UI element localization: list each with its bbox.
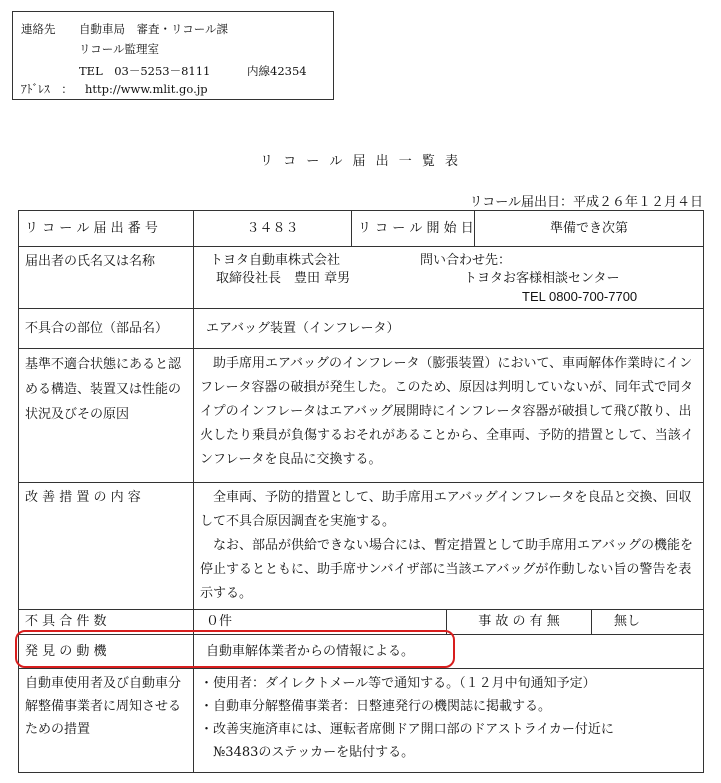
part-label: 不具合の部位（部品名） <box>19 309 194 349</box>
notice-item-3: ・改善実施済車には、運転者席側ドア開口部のドアストライカー付近に <box>200 722 614 737</box>
notice-item-1: ・使用者：ダイレクトメール等で通知する。（１２月中旬通知予定） <box>200 676 596 691</box>
filer-cell <box>194 247 704 309</box>
part-value: エアバッグ装置（インフレータ） <box>194 309 704 349</box>
notice-label: 自動車使用者及び自動車分解整備事業者に周知させるための措置 <box>19 669 194 773</box>
remedy-cell <box>194 483 704 610</box>
filer-rep: 取締役社長 豊田 章男 <box>216 271 351 286</box>
cause-value: 助手席用エアバッグのインフレータ（膨張装置）において、車両解体作業時にインフレータ容器の破損が発生した。このため、原因は判明していないが、同年式で同タイプのインフレータはエアバッグ展開時にインフレータ容器が破損して飛び散り、出火したり乗員が負傷するおそれがあることから、全車両、予防的措置として、当該インフレータを良品に交換する。 <box>194 349 704 483</box>
filing-date: リコール届出日：平成２６年１２月４日 <box>469 195 703 210</box>
row-part <box>19 309 704 349</box>
number-label: リ コ ー ル 届 出 番 号 <box>19 211 194 247</box>
row-number <box>19 211 704 247</box>
inquiry-tel: TEL 0800-700-7700 <box>522 289 638 304</box>
row-remedy <box>19 483 704 610</box>
contact-dept: 自動車局 審査・リコール課 <box>79 22 229 36</box>
start-label: リ コ ー ル 開 始 日 <box>352 211 475 247</box>
inquiry-center: トヨタお客様相談センター <box>464 271 620 286</box>
defect-count-label: 不 具 合 件 数 <box>19 610 194 635</box>
filer-company: トヨタ自動車株式会社 <box>210 253 341 268</box>
start-value: 準備でき次第 <box>475 211 704 247</box>
row-notice <box>19 669 704 773</box>
filer-label: 届出者の氏名又は名称 <box>19 247 194 309</box>
inquiry-label: 問い合わせ先： <box>420 253 512 268</box>
contact-address-label: ｱﾄﾞﾚｽ ： <box>21 82 73 96</box>
row-filer <box>19 247 704 309</box>
contact-ext: 内線42354 <box>247 64 307 78</box>
remedy-paragraph-2: なお、部品が供給できない場合には、暫定措置として助手席用エアバッグの機能を停止するとともに、助手席サンバイザ部に当該エアバッグが作動しない旨の警告を表示する。 <box>200 538 693 601</box>
notice-item-3-cont: №3483のステッカーを貼付する。 <box>200 745 415 760</box>
cause-label: 基準不適合状態にあると認める構造、装置又は性能の状況及びその原因 <box>19 349 194 483</box>
remedy-paragraph-1: 全車両、予防的措置として、助手席用エアバッグインフレータを良品と交換、回収して不具合原因調査を実施する。 <box>200 490 692 529</box>
discovery-value: 自動車解体業者からの情報による。 <box>194 635 704 669</box>
contact-label: 連絡先 <box>21 22 56 36</box>
defect-count-value: ０件 <box>194 610 447 635</box>
discovery-label: 発 見 の 動 機 <box>19 635 194 669</box>
notice-cell <box>194 669 704 773</box>
discovery-highlight-circle <box>15 630 455 668</box>
accident-label: 事 故 の 有 無 <box>447 610 592 635</box>
contact-url[interactable]: http://www.mlit.go.jp <box>85 82 208 96</box>
row-cause <box>19 349 704 483</box>
contact-box <box>12 11 334 100</box>
notice-item-2: ・自動車分解整備事業者：日整連発行の機関誌に掲載する。 <box>200 699 552 714</box>
accident-value: 無し <box>592 610 704 635</box>
recall-table <box>18 210 704 773</box>
remedy-label: 改 善 措 置 の 内 容 <box>19 483 194 610</box>
page-title: リ コ ー ル 届 出 一 覧 表 <box>259 154 462 169</box>
number-value: ３４８３ <box>194 211 352 247</box>
contact-tel: TEL 03－5253－8111 <box>79 64 211 78</box>
contact-office: リコール監理室 <box>79 42 160 56</box>
